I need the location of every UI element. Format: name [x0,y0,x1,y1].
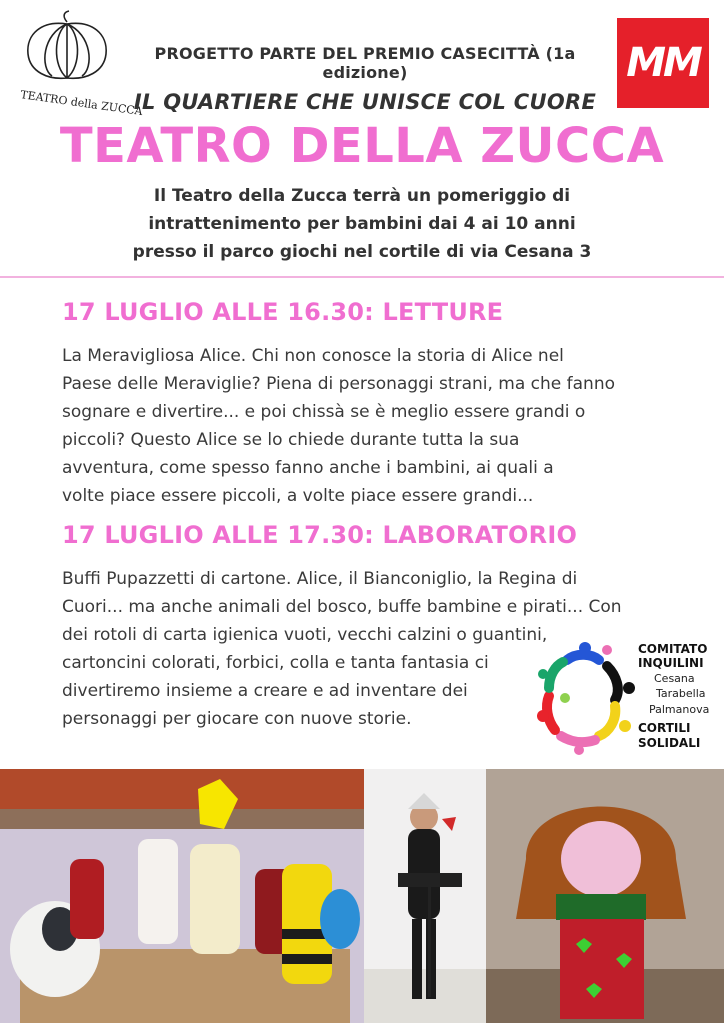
event-heading-laboratorio: 17 LUGLIO ALLE 17.30: LABORATORIO [62,521,578,549]
pumpkin-icon [12,10,144,119]
intro-text [80,182,644,266]
teatro-zucca-logo [12,10,144,119]
paragraph-line: cartoncini colorati, forbici, colla e tanta fantasia ci [62,653,489,673]
divider [0,276,724,278]
comitato-label: Cesana [654,672,695,685]
paragraph-line: personaggi per giocare con nuove storie. [62,709,412,729]
project-line: PROGETTO PARTE DEL PREMIO CASECITTÀ (1a edizione) [154,44,576,82]
intro-line: presso il parco giochi nel cortile di via Cesana 3 [132,242,592,262]
photo-doll [486,769,724,1023]
project-subtitle: IL QUARTIERE CHE UNISCE COL CUORE [133,90,597,114]
paragraph-line: piccoli? Questo Alice se lo chiede durante tutta la sua [62,430,520,450]
header-text [125,44,605,114]
comitato-label: CORTILI [638,721,691,735]
paragraph-line: Cuori... ma anche animali del bosco, buffe bambine e pirati... Con [62,597,622,617]
intro-line: Il Teatro della Zucca terrà un pomeriggio di [153,186,571,206]
paragraph-line: volte piace essere piccoli, a volte piace essere grandi... [62,486,534,506]
paragraph-line: Paese delle Meraviglie? Piena di personaggi strani, ma che fanno [62,374,616,394]
event-heading-letture: 17 LUGLIO ALLE 16.30: LETTURE [62,298,504,326]
event-description-letture [62,342,672,510]
comitato-label: Tarabella [656,687,706,700]
paragraph-line: dei rotoli di carta igienica vuoti, vecchi calzini o guantini, [62,625,548,645]
comitato-label: INQUILINI [638,656,704,670]
mm-logo: MM [617,18,709,108]
comitato-label: COMITATO [638,642,708,656]
paragraph-line: sognare e divertire... e poi chissà se è meglio essere grandi o [62,402,586,422]
paragraph-line: Buffi Pupazzetti di cartone. Alice, il Bianconiglio, la Regina di [62,569,578,589]
svg-text:TEATRO della ZUCCA: TEATRO della ZUCCA [19,88,144,119]
comitato-label: Palmanova [649,703,710,716]
paragraph-line: avventura, come spesso fanno anche i bambini, ai quali a [62,458,554,478]
paragraph-line: divertiremo insieme a creare e ad inventare dei [62,681,468,701]
page-title: TEATRO DELLA ZUCCA [59,118,665,174]
photo-puppets [0,769,364,1023]
intro-line: intrattenimento per bambini dai 4 ai 10 anni [148,214,576,234]
photo-performer [364,769,486,1023]
comitato-label: SOLIDALI [638,736,701,750]
paragraph-line: La Meravigliosa Alice. Chi non conosce la storia di Alice nel [62,346,564,366]
people-circle-icon [537,640,637,755]
